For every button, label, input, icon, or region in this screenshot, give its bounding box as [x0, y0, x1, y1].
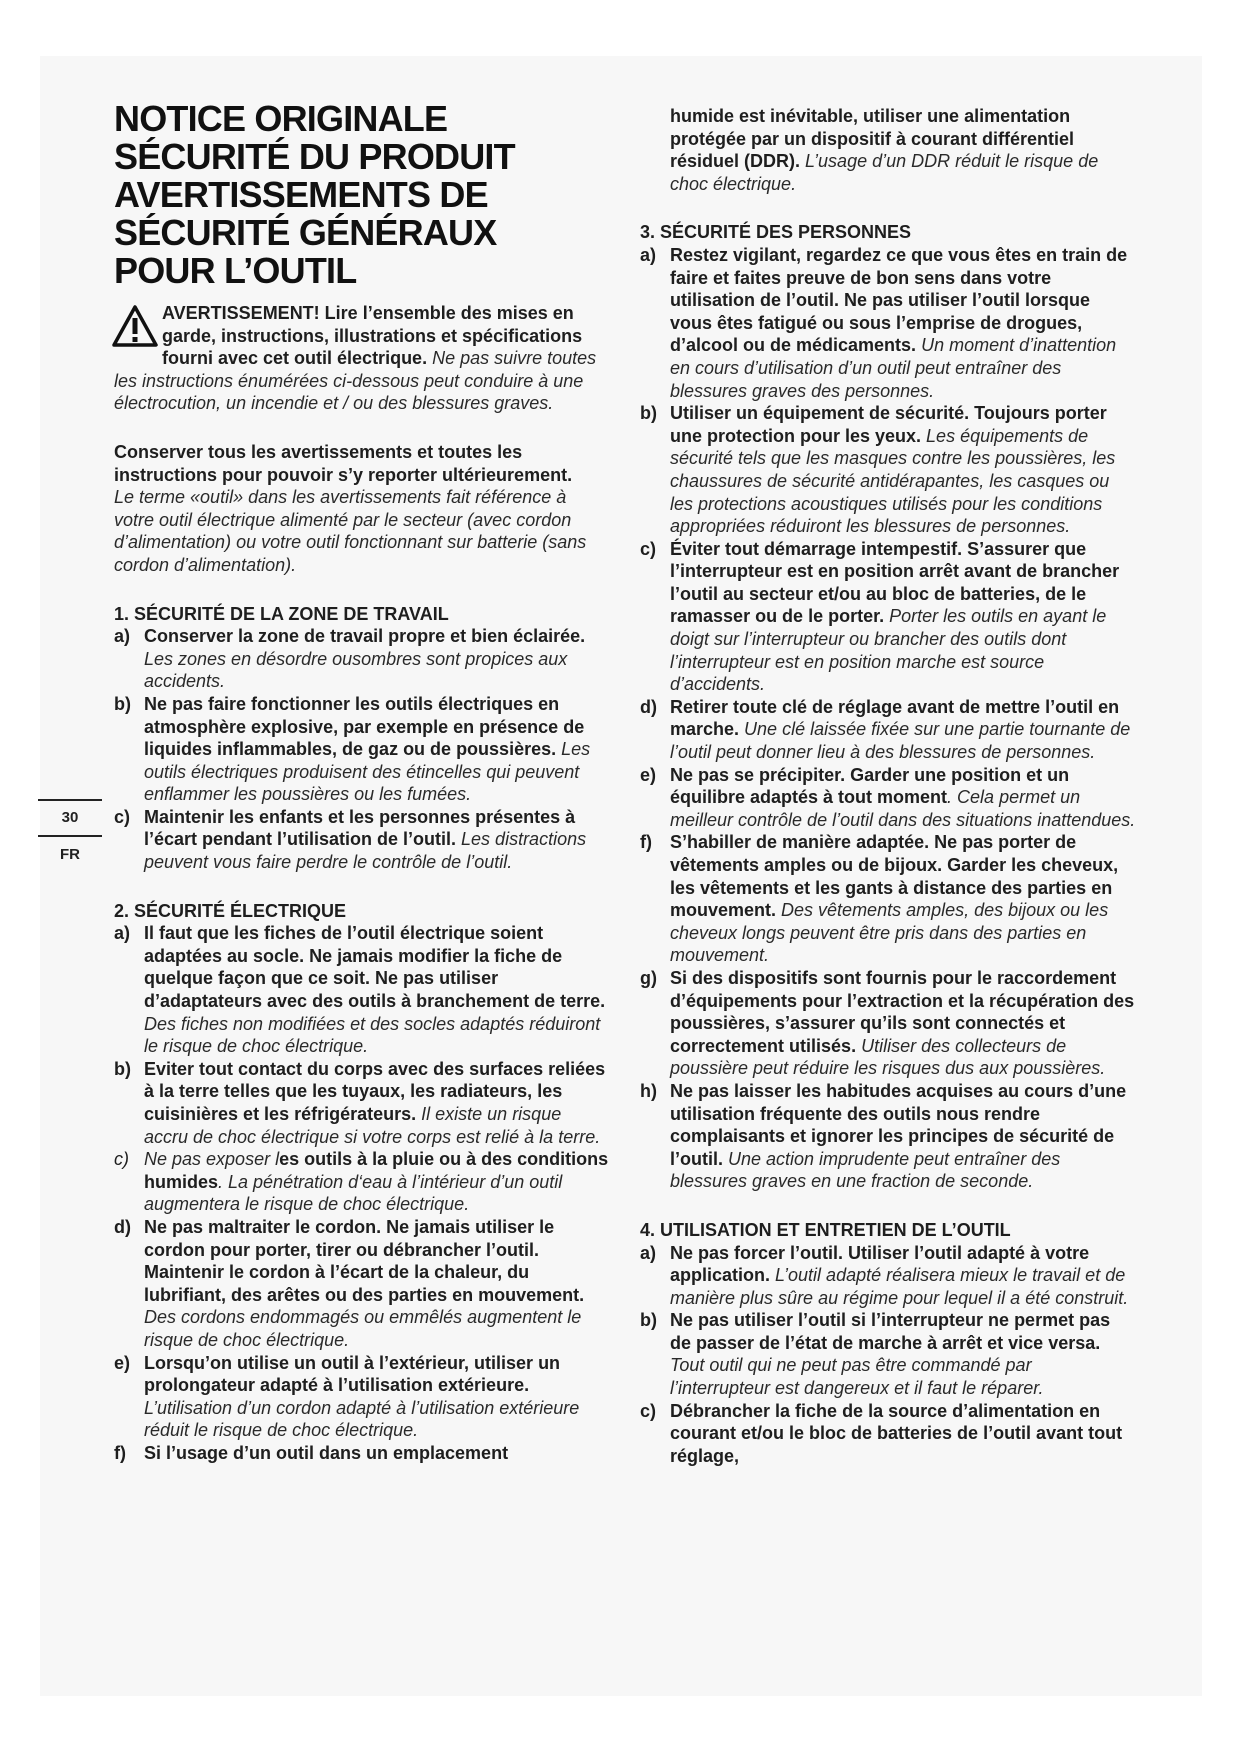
item-label: g) [640, 967, 657, 988]
item-italic: . Cela permet un meilleur contrôle de l’outil dans des situations inattendues. [670, 787, 1136, 830]
item-label: d) [114, 1216, 131, 1237]
item-italic: Des vêtements amples, des bijoux ou les cheveux longs peuvent être pris dans des parties en mouvement. [670, 900, 1109, 966]
warning-triangle-icon [112, 304, 158, 348]
list-item [640, 1080, 1136, 1193]
item-italic: Les outils électriques produisent des étincelles qui peuvent enflammer les poussières ou les fumées. [144, 739, 591, 805]
item-label: c) [640, 538, 657, 559]
item-label: d) [640, 696, 657, 717]
item-italic-prefix: Ne pas exposer l [144, 1149, 280, 1170]
section-4-heading: 4. UTILISATION ET ENTRETIEN DE L’OUTIL [640, 1219, 1011, 1240]
page-tab [38, 799, 102, 863]
continuation-paragraph [640, 105, 1136, 195]
item-bold: Si des dispositifs sont fournis pour le raccordement d’équipements pour l’extraction et la récupération des poussières, s’assurer qu’ils sont connectés et correctement utilisés. [670, 967, 1135, 1056]
item-label: b) [640, 1310, 657, 1331]
item-bold: Ne pas laisser les habitudes acquises au cours d’une utilisation fréquente des outils nous rendre complaisants et ignorer les principes de sécurité de l’outil. [670, 1080, 1127, 1169]
conserve-paragraph [114, 441, 610, 486]
item-bold: S’habiller de manière adaptée. Ne pas porter de vêtements amples ou de bijoux. Garder les cheveux, les vêtements et les gants à distance des parties en mouvement. [670, 832, 1119, 921]
language-code: FR [60, 846, 80, 863]
item-italic: Utiliser des collecteurs de poussière peut réduire les risques dus aux poussières. [670, 1035, 1106, 1079]
item-label: h) [640, 1080, 657, 1101]
definition-paragraph [114, 486, 610, 576]
list-item [640, 1309, 1136, 1399]
item-italic: Les zones en désordre ousombres sont propices aux accidents. [144, 648, 568, 692]
title-line: AVERTISSEMENTS DE [114, 174, 488, 215]
left-column [114, 100, 610, 1465]
list-item [640, 402, 1136, 538]
section-2-heading: 2. SÉCURITÉ ÉLECTRIQUE [114, 900, 347, 921]
title-line: NOTICE ORIGINALE [114, 98, 448, 139]
item-italic: Il existe un risque accru de choc électrique si votre corps est relié à la terre. [144, 1104, 601, 1147]
list-item [114, 806, 610, 874]
list-item [114, 1216, 610, 1352]
title-line: SÉCURITÉ GÉNÉRAUX [114, 212, 497, 253]
list-item [640, 1242, 1136, 1310]
item-italic: Tout outil qui ne peut pas être commandé par l’interrupteur est dangereux et il faut le réparer. [670, 1355, 1044, 1399]
list-item [114, 1442, 610, 1465]
list-item [114, 625, 610, 693]
list-item [640, 831, 1136, 967]
section-1-heading: 1. SÉCURITÉ DE LA ZONE DE TRAVAIL [114, 603, 449, 624]
list-item [114, 1352, 610, 1442]
title-line: POUR L’OUTIL [114, 250, 357, 291]
item-label: f) [114, 1442, 126, 1463]
item-italic: Des fiches non modifiées et des socles adaptés réduiront le risque de choc électrique. [144, 1013, 601, 1057]
item-bold: Conserver la zone de travail propre et bien éclairée. [144, 626, 586, 647]
item-bold: Lorsqu’on utilise un outil à l’extérieur, utiliser un prolongateur adapté à l’utilisation extérieure. [144, 1352, 561, 1396]
item-bold: Ne pas forcer l’outil. Utiliser l’outil adapté à votre application. [670, 1242, 1090, 1286]
item-label: b) [114, 1058, 131, 1079]
item-bold: Restez vigilant, regardez ce que vous êtes en train de faire et faites preuve de bon sens dans votre utilisation de l’outil. Ne pas utiliser l’outil lorsque vous êtes fatigué ou sous l’emprise de drogues, d’alcool ou de médicaments. [670, 244, 1128, 356]
warning-paragraph [114, 302, 610, 415]
item-label: b) [114, 693, 131, 714]
item-italic: Des cordons endommagés ou emmêlés augmentent le risque de choc électrique. [144, 1307, 582, 1350]
item-bold: Eviter tout contact du corps avec des surfaces reliées à la terre telles que les tuyaux, les radiateurs, les cuisinières et les réfrigérateurs. [144, 1058, 606, 1124]
item-label: a) [114, 923, 131, 944]
item-label: a) [114, 626, 131, 647]
list-item [114, 1058, 610, 1148]
page-number: 30 [61, 809, 79, 826]
list-item [640, 538, 1136, 696]
definition-italic-text: Le terme «outil» dans les avertissements fait référence à votre outil électrique alimenté par le secteur (avec cordon d’alimentation) ou votre outil fonctionnant sur batterie (sans cordon d’alimentation). [114, 487, 587, 575]
item-bold: es outils à la pluie ou à des conditions humides [144, 1149, 609, 1192]
item-italic: Porter les outils en ayant le doigt sur l’interrupteur ou brancher des outils dont l’interrupteur est en position marche est source d’accidents. [670, 606, 1107, 695]
item-bold: Utiliser un équipement de sécurité. Toujours porter une protection pour les yeux. [670, 403, 1107, 446]
item-label: c) [114, 1149, 129, 1170]
item-label: a) [640, 1242, 657, 1263]
item-italic: Une action imprudente peut entraîner des blessures graves en une fraction de seconde. [670, 1148, 1061, 1192]
list-item [640, 696, 1136, 764]
item-label: a) [640, 244, 657, 265]
list-item [640, 1400, 1136, 1468]
item-bold: Ne pas utiliser l’outil si l’interrupteur ne permet pas de passer de l’état de marche à arrêt et vice versa. [670, 1310, 1111, 1353]
item-label: c) [640, 1400, 657, 1421]
item-label: c) [114, 806, 131, 827]
section-3-heading: 3. SÉCURITÉ DES PERSONNES [640, 222, 912, 243]
item-italic: L’utilisation d’un cordon adapté à l’utilisation extérieure réduit le risque de choc électrique. [144, 1397, 580, 1441]
conserve-bold-text: Conserver tous les avertissements et toutes les instructions pour pouvoir s’y reporter ultérieurement. [114, 441, 573, 485]
item-label: e) [114, 1352, 131, 1373]
item-italic: Une clé laissée fixée sur une partie tournante de l’outil peut donner lieu à des blessures de personnes. [670, 719, 1131, 763]
item-italic: . La pénétration d‘eau à l’intérieur d’un outil augmentera le risque de choc électrique. [144, 1171, 563, 1215]
warning-bold-text: AVERTISSEMENT! Lire l’ensemble des mises en garde, instructions, illustrations et spécifications fourni avec cet outil électrique. [162, 303, 583, 369]
warning-italic-text: Ne pas suivre toutes les instructions énumérées ci-dessous peut conduire à une électrocution, un incendie et / ou des blessures graves. [114, 348, 597, 414]
list-item [114, 693, 610, 806]
title-line: SÉCURITÉ DU PRODUIT [114, 136, 515, 177]
item-bold: Ne pas se précipiter. Garder une position et un équilibre adaptés à tout moment [670, 764, 1070, 808]
item-bold: Ne pas maltraiter le cordon. Ne jamais utiliser le cordon pour porter, tirer ou débrancher l’outil. Maintenir le cordon à l’écart de la chaleur, du lubrifiant, des arêtes ou des parties en mouvement. [144, 1216, 585, 1305]
item-bold: Débrancher la fiche de la source d’alimentation en courant et/ou le bloc de batteries de l’outil avant tout réglage, [670, 1400, 1123, 1466]
list-item [640, 244, 1136, 402]
item-bold: Retirer toute clé de réglage avant de mettre l’outil en marche. [670, 696, 1120, 740]
list-item [640, 764, 1136, 832]
page-title [114, 100, 610, 290]
right-column [640, 105, 1136, 1467]
item-label: f) [640, 832, 652, 853]
list-item [640, 967, 1136, 1080]
item-bold: Maintenir les enfants et les personnes présentes à l’écart pendant l’utilisation de l’outil. [144, 806, 576, 850]
item-bold: Il faut que les fiches de l’outil électrique soient adaptées au socle. Ne jamais modifier la fiche de quelque façon que ce soit. Ne pas utiliser d’adaptateurs avec des outils à branchement de terre. [144, 923, 606, 1012]
list-item [114, 1148, 610, 1216]
continuation-italic: L’usage d’un DDR réduit le risque de choc électrique. [670, 151, 1099, 194]
item-italic: Un moment d’inattention en cours d’utilisation d’un outil peut entraîner des blessures graves des personnes. [670, 335, 1117, 401]
item-label: e) [640, 764, 657, 785]
item-bold: Éviter tout démarrage intempestif. S’assurer que l’interrupteur est en position arrêt avant de brancher l’outil au secteur et/ou au bloc de batteries, de le ramasser ou de le porter. [670, 538, 1120, 627]
item-italic: Les équipements de sécurité tels que les masques contre les poussières, les chaussures de sécurité antidérapantes, les casques ou les protections acoustiques utilisés pour les conditions appropriées réduiront les blessures de personnes. [670, 425, 1116, 537]
item-italic: L’outil adapté réalisera mieux le travail et de manière plus sûre au régime pour lequel il a été construit. [670, 1265, 1129, 1308]
item-label: b) [640, 403, 657, 424]
list-item [114, 922, 610, 1058]
item-bold: Ne pas faire fonctionner les outils électriques en atmosphère explosive, par exemple en présence de liquides inflammables, de gaz ou de poussières. [144, 693, 585, 760]
item-bold: Si l’usage d’un outil dans un emplacement [144, 1442, 509, 1463]
item-italic: Les distractions peuvent vous faire perdre le contrôle de l’outil. [144, 829, 587, 873]
continuation-bold: humide est inévitable, utiliser une alimentation protégée par un dispositif à courant différentiel résiduel (DDR). [670, 106, 1075, 172]
